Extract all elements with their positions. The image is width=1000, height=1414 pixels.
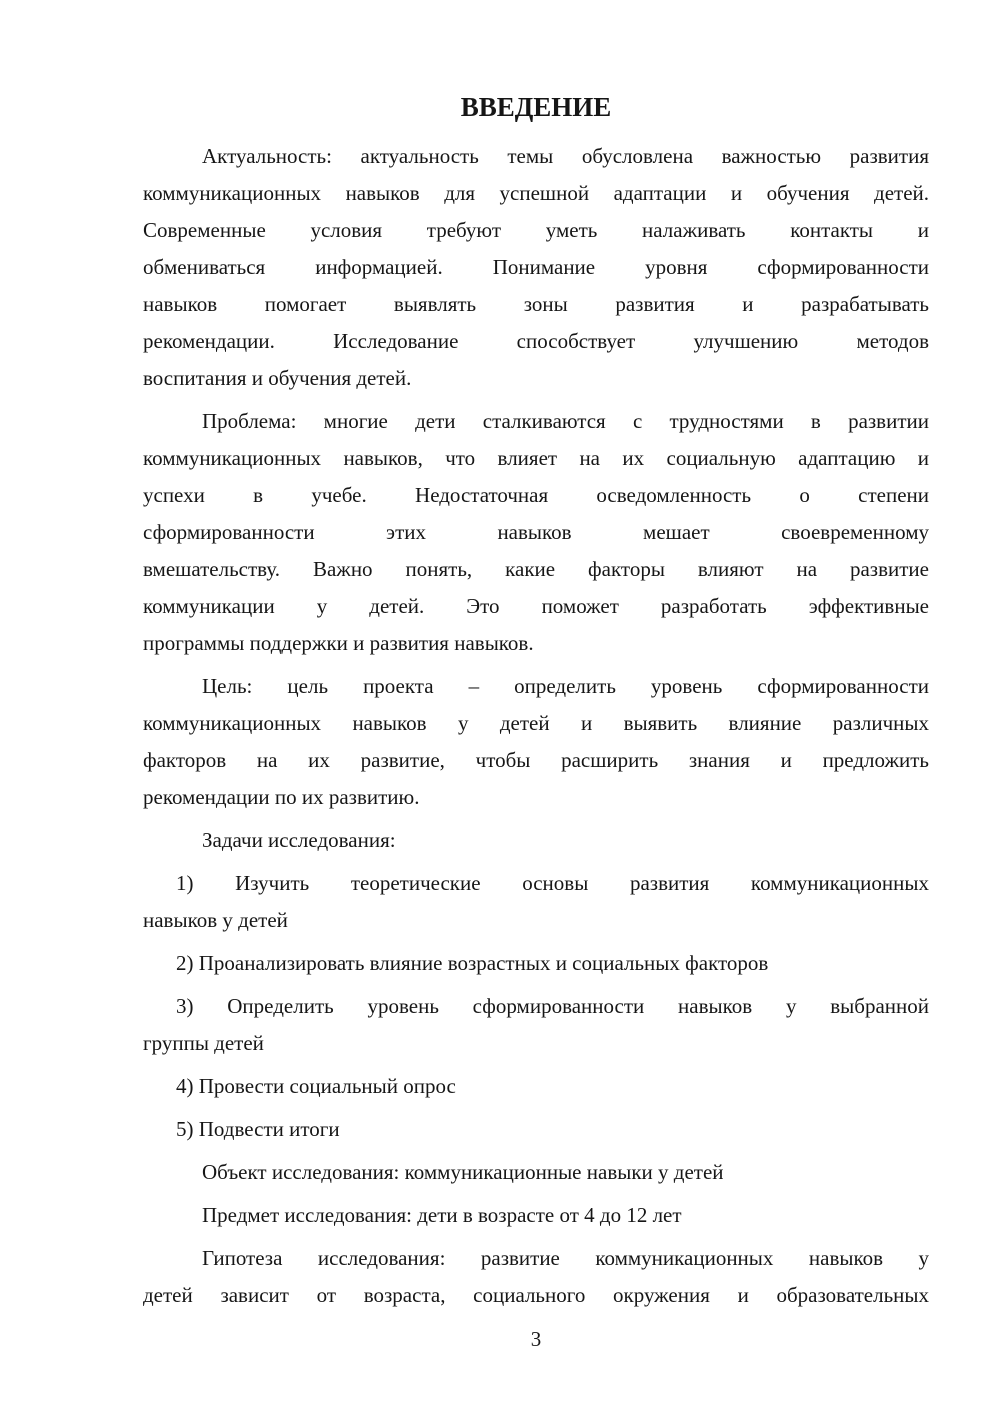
task-item-3 (143, 988, 929, 1062)
paragraph-line: рекомендации по их развитию. (143, 785, 420, 809)
paragraph-line: навыков помогает выявлять зоны развития и разрабатывать (143, 292, 929, 316)
paragraph-line: воспитания и обучения детей. (143, 366, 412, 390)
paragraph-line: 3) Определить уровень сформированности навыков у выбранной (176, 994, 929, 1018)
tasks-heading (143, 822, 929, 859)
paragraph-line: 4) Провести социальный опрос (176, 1074, 456, 1098)
paragraph-line: детей зависит от возраста, социального окружения и образовательных (143, 1283, 929, 1307)
paragraph-line: программы поддержки и развития навыков. (143, 631, 534, 655)
paragraph-line: вмешательству. Важно понять, какие факторы влияют на развитие (143, 557, 929, 581)
paragraph-research-subject (143, 1197, 929, 1234)
introduction-title: ВВЕДЕНИЕ (460, 92, 612, 122)
paragraph-research-object (143, 1154, 929, 1191)
paragraph-goal (143, 668, 929, 816)
paragraph-line: 5) Подвести итоги (176, 1117, 340, 1141)
paragraph-line: Гипотеза исследования: развитие коммуникационных навыков у (202, 1246, 929, 1270)
paragraph-line: Проблема: многие дети сталкиваются с трудностями в развитии (202, 409, 929, 433)
task-item-4 (143, 1068, 929, 1105)
task-item-5 (143, 1111, 929, 1148)
paragraph-line: Цель: цель проекта – определить уровень сформированности (202, 674, 929, 698)
paragraph-line: 1) Изучить теоретические основы развития коммуникационных (176, 871, 929, 895)
paragraph-line: сформированности этих навыков мешает своевременному (143, 520, 929, 544)
paragraph-line: факторов на их развитие, чтобы расширить знания и предложить (143, 748, 929, 772)
paragraph-line: коммуникационных навыков, что влияет на их социальную адаптацию и (143, 446, 929, 470)
paragraph-relevance (143, 138, 929, 397)
paragraph-line: Актуальность: актуальность темы обусловлена важностью развития (202, 144, 929, 168)
task-item-1 (143, 865, 929, 939)
paragraph-line: навыков у детей (143, 908, 288, 932)
paragraph-line: группы детей (143, 1031, 264, 1055)
paragraph-line: коммуникационных навыков у детей и выявить влияние различных (143, 711, 929, 735)
paragraph-line: Предмет исследования: дети в возрасте от 4 до 12 лет (202, 1203, 682, 1227)
paragraph-line: Задачи исследования: (202, 828, 396, 852)
paragraph-line: Объект исследования: коммуникационные навыки у детей (202, 1160, 724, 1184)
paragraph-line: 2) Проанализировать влияние возрастных и социальных факторов (176, 951, 769, 975)
paragraph-hypothesis (143, 1240, 929, 1314)
paragraph-line: обмениваться информацией. Понимание уровня сформированности (143, 255, 929, 279)
paragraph-problem (143, 403, 929, 662)
paragraph-line: коммуникации у детей. Это поможет разработать эффективные (143, 594, 929, 618)
paragraph-line: Современные условия требуют уметь налаживать контакты и (143, 218, 929, 242)
task-item-2 (143, 945, 929, 982)
paragraph-line: успехи в учебе. Недостаточная осведомленность о степени (143, 483, 929, 507)
paragraph-line: коммуникационных навыков для успешной адаптации и обучения детей. (143, 181, 929, 205)
paragraph-line: рекомендации. Исследование способствует улучшению методов (143, 329, 929, 353)
page-number: 3 (530, 1327, 542, 1351)
